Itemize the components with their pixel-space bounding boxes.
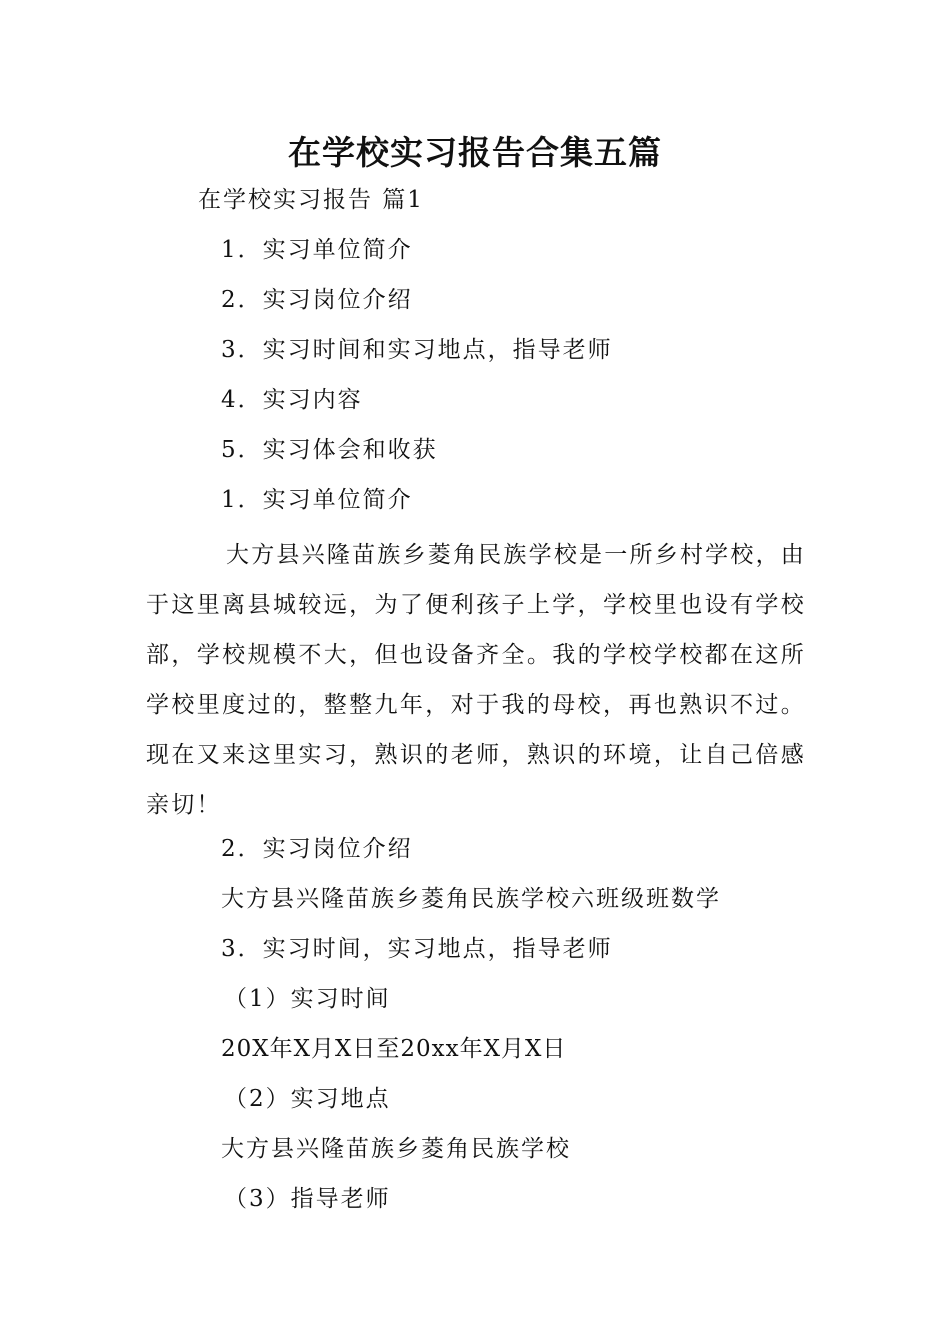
outline-item: 3．实习时间和实习地点，指导老师 <box>221 337 613 363</box>
body-paragraph: 大方县兴隆苗族乡菱角民族学校是一所乡村学校，由于这里离县城较远，为了便利孩子上学，学校里也设有学校部，学校规模不大，但也设备齐全。我的学校学校都在这所学校里度过的，整整九年，对于我的母校，再也熟识不过。现在又来这里实习，熟识的老师，熟识的环境，让自己倍感亲切！ <box>146 542 806 818</box>
subsection-heading: 3．实习时间，实习地点，指导老师 <box>221 936 613 962</box>
subsection-heading: 1．实习单位简介 <box>221 487 413 513</box>
outline-item: 4．实习内容 <box>221 387 363 413</box>
sub-item-label: （1）实习时间 <box>224 986 391 1012</box>
outline-item: 2．实习岗位介绍 <box>221 287 413 313</box>
section-heading: 在学校实习报告 篇1 <box>198 187 424 213</box>
body-line: 大方县兴隆苗族乡菱角民族学校六班级班数学 <box>221 886 721 912</box>
outline-item: 5．实习体会和收获 <box>221 437 438 463</box>
subsection-heading: 2．实习岗位介绍 <box>221 836 413 862</box>
sub-item-label: （2）实习地点 <box>224 1086 391 1112</box>
document-title: 在学校实习报告合集五篇 <box>288 133 662 172</box>
body-line: 20X年X月X日至20xx年X月X日 <box>221 1036 567 1062</box>
body-line: 大方县兴隆苗族乡菱角民族学校 <box>221 1136 571 1162</box>
sub-item-label: （3）指导老师 <box>224 1186 391 1212</box>
outline-item: 1．实习单位简介 <box>221 237 413 263</box>
